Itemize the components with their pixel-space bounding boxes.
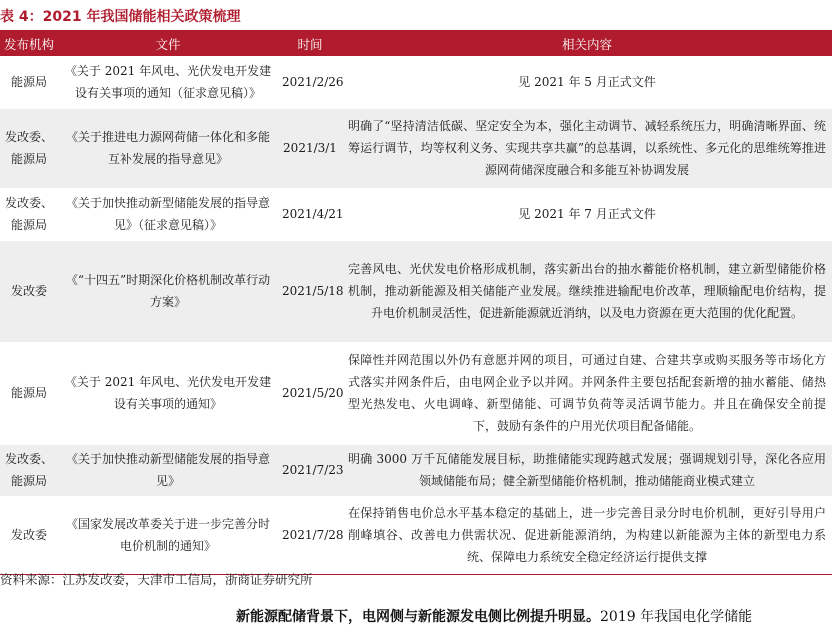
table-row (0, 444, 832, 496)
policy-table (0, 30, 832, 575)
cell-content: 完善风电、光伏发电价格形成机制，落实新出台的抽水蓄能价格机制，建立新型储能价格机制，推动新能源及相关储能产业发展。继续推进输配电价改革，理顺输配电价结构，提升电价机制灵活性，促进新能源就近消纳，以及电力资源在更大范围的优化配置。 (342, 240, 832, 342)
table-row (0, 240, 832, 342)
table-row (0, 188, 832, 240)
cell-content: 明确了“坚持清洁低碳、坚定安全为本，强化主动调节、减轻系统压力，明确清晰界面、统筹运行调节，均等权利义务、实现共享共赢”的总基调，以系统性、多元化的思维统筹推进源网荷储深度融合和多能互补协调发展 (342, 108, 832, 188)
cell-date: 2021/4/21 (278, 188, 342, 240)
table-caption: 表 4：2021 年我国储能相关政策梳理 (0, 9, 241, 25)
cell-document: 《“十四五”时期深化价格机制改革行动方案》 (58, 240, 278, 342)
cell-document: 《关于推进电力源网荷储一体化和多能互补发展的指导意见》 (58, 108, 278, 188)
table-header-row (0, 31, 832, 56)
table-row (0, 108, 832, 188)
cell-date: 2021/5/20 (278, 342, 342, 444)
cell-date: 2021/7/28 (278, 496, 342, 574)
cell-content: 保障性并网范围以外仍有意愿并网的项目，可通过自建、合建共享或购买服务等市场化方式落实并网条件后，由电网企业予以并网。并网条件主要包括配套新增的抽水蓄能、储热型光热发电、火电调峰、新型储能、可调节负荷等灵活调节能力。并且在确保安全前提下，鼓励有条件的户用光伏项目配备储能。 (342, 342, 832, 444)
cell-content: 明确 3000 万千瓦储能发展目标，助推储能实现跨越式发展；强调规划引导，深化各应用领域储能布局；健全新型储能价格机制，推动储能商业模式建立 (342, 444, 832, 496)
header-content: 相关内容 (342, 31, 832, 56)
footer-normal-text: 2019 年我国电化学储能 (600, 609, 753, 625)
table-row (0, 496, 832, 574)
cell-agency: 发改委 (0, 240, 58, 342)
cell-date: 2021/7/23 (278, 444, 342, 496)
cell-content: 在保持销售电价总水平基本稳定的基础上，进一步完善目录分时电价机制，更好引导用户削峰填谷、改善电力供需状况、促进新能源消纳，为构建以新能源为主体的新型电力系统、保障电力系统安全稳定经济运行提供支撑 (342, 496, 832, 574)
footer-paragraph (236, 606, 752, 626)
cell-document: 《国家发展改革委关于进一步完善分时电价机制的通知》 (58, 496, 278, 574)
header-document: 文件 (58, 31, 278, 56)
header-date: 时间 (278, 31, 342, 56)
cell-date: 2021/5/18 (278, 240, 342, 342)
cell-agency: 发改委、能源局 (0, 108, 58, 188)
cell-agency: 发改委 (0, 496, 58, 574)
table-row (0, 56, 832, 108)
cell-document: 《关于加快推动新型储能发展的指导意见》（征求意见稿）》 (58, 188, 278, 240)
cell-content: 见 2021 年 5 月正式文件 (342, 56, 832, 108)
cell-date: 2021/2/26 (278, 56, 342, 108)
cell-document: 《关于 2021 年风电、光伏发电开发建设有关事项的通知》 (58, 342, 278, 444)
cell-agency: 发改委、能源局 (0, 188, 58, 240)
cell-agency: 能源局 (0, 342, 58, 444)
table-row (0, 342, 832, 444)
cell-date: 2021/3/1 (278, 108, 342, 188)
cell-agency: 发改委、能源局 (0, 444, 58, 496)
cell-agency: 能源局 (0, 56, 58, 108)
cell-document: 《关于加快推动新型储能发展的指导意见》 (58, 444, 278, 496)
cell-content: 见 2021 年 7 月正式文件 (342, 188, 832, 240)
cell-document: 《关于 2021 年风电、光伏发电开发建设有关事项的通知（征求意见稿）》 (58, 56, 278, 108)
header-agency: 发布机构 (0, 31, 58, 56)
source-note: 资料来源：江苏发改委，天津市工信局，浙商证券研究所 (0, 572, 313, 587)
footer-bold-text: 新能源配储背景下，电网侧与新能源发电侧比例提升明显。 (236, 609, 600, 625)
